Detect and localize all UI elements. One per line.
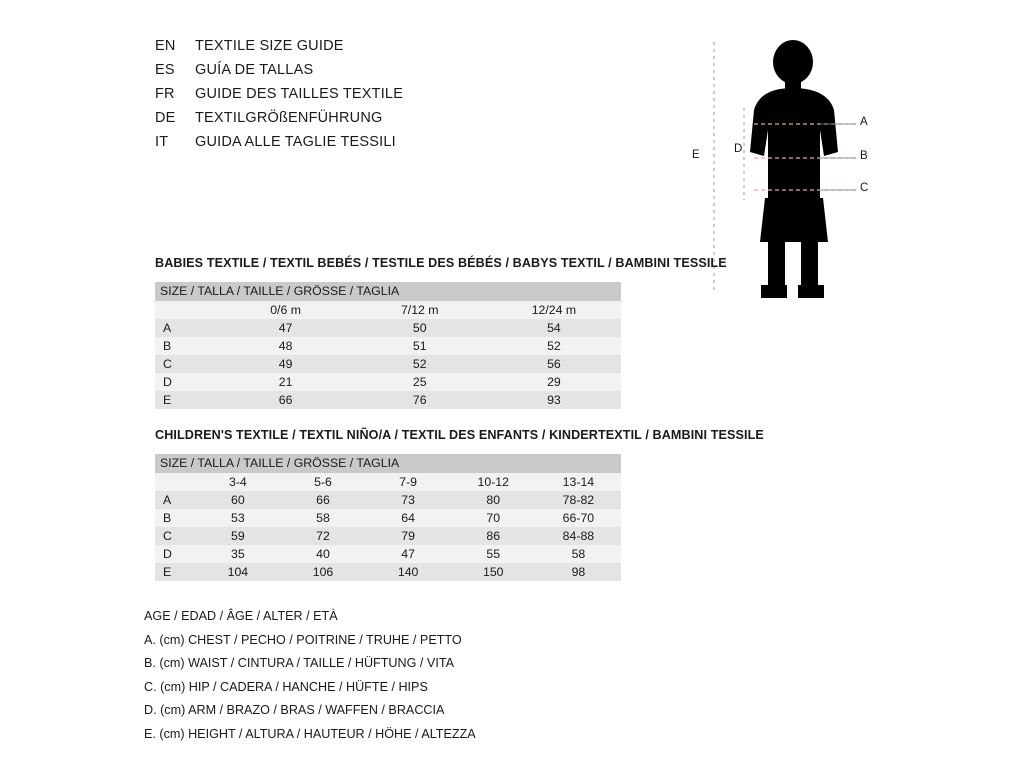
cell: 86 (451, 527, 536, 545)
cell: 58 (536, 545, 621, 563)
cell: 48 (219, 337, 353, 355)
babies-size-table (155, 282, 621, 409)
title-block (155, 38, 625, 158)
table-row (155, 563, 621, 581)
column-header: 3-4 (195, 473, 280, 491)
title-text-it: GUIDA ALLE TAGLIE TESSILI (195, 134, 396, 150)
column-header: 12/24 m (487, 301, 621, 319)
measurement-figure (660, 30, 960, 320)
legend-line-hip: C. (cm) HIP / CADERA / HANCHE / HÜFTE / HIPS (144, 679, 428, 694)
cell: 60 (195, 491, 280, 509)
cell: 29 (487, 373, 621, 391)
babies-table-header: SIZE / TALLA / TAILLE / GRÖSSE / TAGLIA (155, 282, 621, 301)
row-label: B (155, 337, 219, 355)
cell: 52 (487, 337, 621, 355)
cell: 150 (451, 563, 536, 581)
title-lang-fr: FR (155, 86, 175, 102)
legend-line-arm: D. (cm) ARM / BRAZO / BRAS / WAFFEN / BRACCIA (144, 703, 445, 717)
cell: 104 (195, 563, 280, 581)
cell: 53 (195, 509, 280, 527)
title-row-en (155, 38, 625, 62)
legend-line-chest: A. (cm) CHEST / PECHO / POITRINE / TRUHE / PETTO (144, 632, 462, 647)
cell: 80 (451, 491, 536, 509)
title-lang-es: ES (155, 62, 175, 78)
title-text-de: TEXTILGRÖßENFÜHRUNG (195, 110, 383, 126)
cell: 84-88 (536, 527, 621, 545)
row-label: D (155, 545, 195, 563)
table-row (155, 527, 621, 545)
row-label (155, 301, 219, 319)
table-row (155, 473, 621, 491)
row-label: A (155, 319, 219, 337)
silhouette-shape (750, 40, 838, 298)
table-row (155, 319, 621, 337)
cell: 21 (219, 373, 353, 391)
figure-label-a: A (860, 116, 868, 128)
title-row-fr (155, 86, 625, 110)
table-header-row (155, 454, 621, 473)
row-label: B (155, 509, 195, 527)
cell: 47 (219, 319, 353, 337)
cell: 54 (487, 319, 621, 337)
cell: 35 (195, 545, 280, 563)
table-row (155, 391, 621, 409)
table-header-row (155, 282, 621, 301)
cell: 140 (366, 563, 451, 581)
cell: 47 (366, 545, 451, 563)
cell: 40 (280, 545, 365, 563)
cell: 70 (451, 509, 536, 527)
cell: 50 (353, 319, 487, 337)
table-row (155, 355, 621, 373)
children-section-caption: CHILDREN'S TEXTILE / TEXTIL NIÑO/A / TEXTIL DES ENFANTS / KINDERTEXTIL / BAMBINI TESSILE (155, 428, 764, 442)
column-header: 7-9 (366, 473, 451, 491)
legend-line-waist: B. (cm) WAIST / CINTURA / TAILLE / HÜFTUNG / VITA (144, 656, 454, 670)
figure-label-b: B (860, 150, 868, 162)
row-label: D (155, 373, 219, 391)
cell: 72 (280, 527, 365, 545)
babies-section-caption: BABIES TEXTILE / TEXTIL BEBÉS / TESTILE DES BÉBÉS / BABYS TEXTIL / BAMBINI TESSILE (155, 256, 727, 270)
cell: 64 (366, 509, 451, 527)
row-label: E (155, 563, 195, 581)
title-row-es (155, 62, 625, 86)
row-label: A (155, 491, 195, 509)
cell: 51 (353, 337, 487, 355)
legend-line-height: E. (cm) HEIGHT / ALTURA / HAUTEUR / HÖHE / ALTEZZA (144, 726, 476, 741)
column-header: 13-14 (536, 473, 621, 491)
table-row (155, 545, 621, 563)
cell: 79 (366, 527, 451, 545)
title-text-en: TEXTILE SIZE GUIDE (195, 38, 344, 54)
title-lang-en: EN (155, 38, 176, 54)
column-header: 10-12 (451, 473, 536, 491)
title-lang-it: IT (155, 134, 169, 150)
row-label: E (155, 391, 219, 409)
figure-label-c: C (860, 182, 869, 194)
cell: 52 (353, 355, 487, 373)
column-header: 7/12 m (353, 301, 487, 319)
title-text-fr: GUIDE DES TAILLES TEXTILE (195, 86, 404, 102)
column-header: 5-6 (280, 473, 365, 491)
table-row (155, 491, 621, 509)
cell: 59 (195, 527, 280, 545)
cell: 66-70 (536, 509, 621, 527)
child-silhouette-icon (660, 30, 960, 320)
cell: 93 (487, 391, 621, 409)
cell: 106 (280, 563, 365, 581)
row-label: C (155, 527, 195, 545)
cell: 49 (219, 355, 353, 373)
title-text-es: GUÍA DE TALLAS (195, 62, 314, 78)
cell: 66 (280, 491, 365, 509)
title-row-it (155, 134, 625, 158)
cell: 66 (219, 391, 353, 409)
table-row (155, 509, 621, 527)
table-row (155, 373, 621, 391)
cell: 56 (487, 355, 621, 373)
figure-label-e: E (692, 149, 700, 161)
figure-label-d: D (734, 143, 743, 155)
cell: 78-82 (536, 491, 621, 509)
cell: 55 (451, 545, 536, 563)
cell: 58 (280, 509, 365, 527)
cell: 76 (353, 391, 487, 409)
table-row (155, 337, 621, 355)
children-size-table (155, 454, 621, 581)
title-lang-de: DE (155, 110, 176, 126)
column-header: 0/6 m (219, 301, 353, 319)
title-row-de (155, 110, 625, 134)
children-table-header: SIZE / TALLA / TAILLE / GRÖSSE / TAGLIA (155, 454, 621, 473)
row-label (155, 473, 195, 491)
table-row (155, 301, 621, 319)
cell: 73 (366, 491, 451, 509)
row-label: C (155, 355, 219, 373)
legend-line-age: AGE / EDAD / ÂGE / ALTER / ETÀ (144, 609, 338, 623)
cell: 98 (536, 563, 621, 581)
cell: 25 (353, 373, 487, 391)
legend-block (144, 605, 744, 746)
